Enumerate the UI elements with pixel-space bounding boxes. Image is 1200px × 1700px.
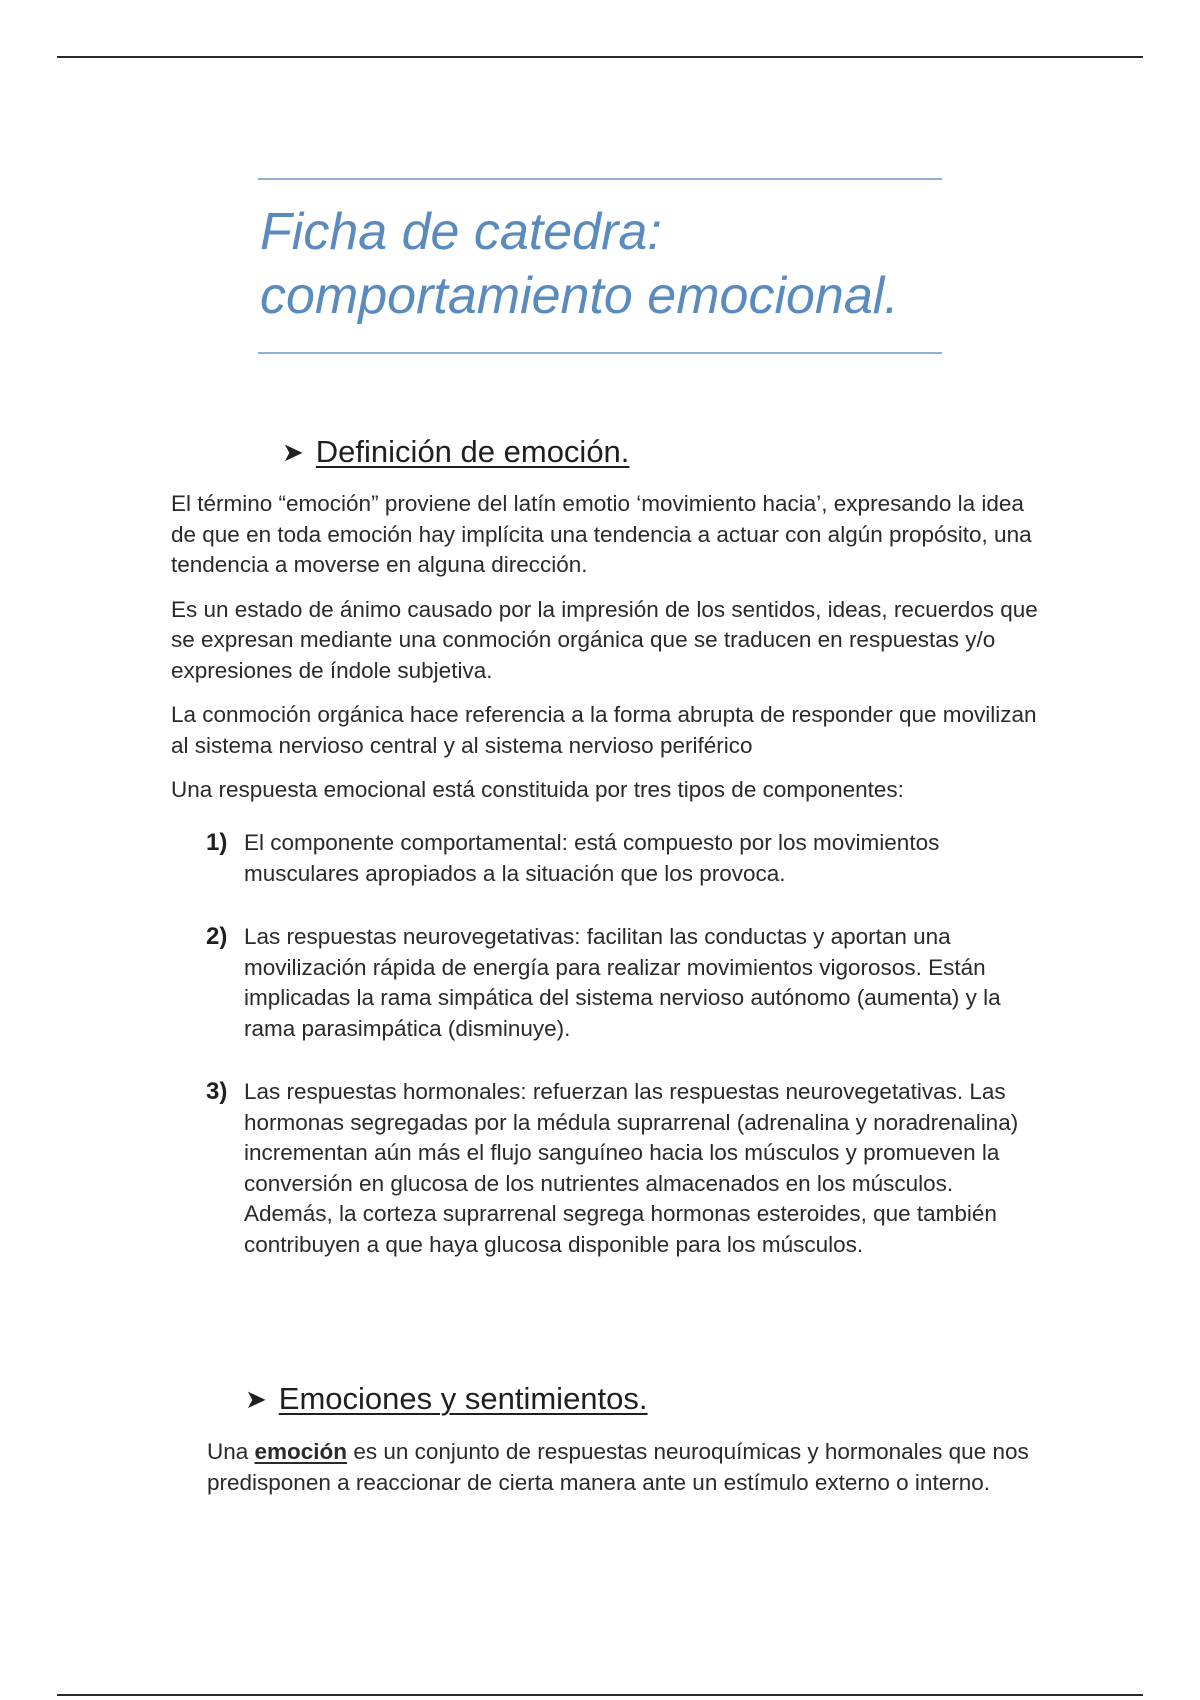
page-title [258, 180, 942, 352]
title-block [258, 178, 942, 354]
definition-paragraphs [171, 489, 1051, 820]
emotion-definition-paragraph [207, 1437, 1037, 1498]
section-heading-emociones [245, 1381, 648, 1417]
list-item [206, 922, 1036, 1044]
section-heading-text: Definición de emoción. [315, 434, 630, 469]
page-bottom-rule [57, 1694, 1143, 1696]
list-item-text: Las respuestas neurovegetativas: facilitan las conductas y aportan una movilización rápida de energía para realizar movimientos vigorosos. Están implicadas la rama simpática del sistema nervioso autónomo (aumenta) y la rama parasimpática (disminuye). [244, 924, 1001, 1041]
list-item-text: El componente comportamental: está compuesto por los movimientos musculares apropiados a la situación que los provoca. [244, 830, 940, 886]
list-item-number: 3) [206, 1078, 228, 1105]
title-line-2: comportamiento emocional. [260, 267, 899, 325]
paragraph: Es un estado de ánimo causado por la impresión de los sentidos, ideas, recuerdos que se expresan mediante una conmoción orgánica que se traducen en respuestas y/o expresiones de índole subjetiva. [171, 596, 1038, 683]
paragraph: La conmoción orgánica hace referencia a la forma abrupta de responder que movilizan al sistema nervioso central y al sistema nervioso periférico [171, 702, 1037, 758]
arrow-bullet-icon: ➤ [282, 436, 304, 467]
arrow-bullet-icon: ➤ [245, 1383, 267, 1414]
paragraph-prefix: Una [207, 1439, 255, 1464]
components-list [206, 828, 1036, 1293]
emphasis-term: emoción [254, 1439, 348, 1464]
page-top-rule [57, 56, 1143, 58]
list-item [206, 828, 1036, 889]
paragraph: Una respuesta emocional está constituida por tres tipos de componentes: [171, 777, 904, 802]
paragraph: El término “emoción” proviene del latín emotio ‘movimiento hacia’, expresando la idea de que en toda emoción hay implícita una tendencia a actuar con algún propósito, una tendencia a moverse en alguna dirección. [171, 491, 1032, 577]
list-item [206, 1077, 1036, 1260]
list-item-number: 1) [206, 829, 228, 856]
list-item-number: 2) [206, 923, 228, 950]
section-heading-definicion [282, 434, 629, 470]
title-bottom-line [258, 352, 942, 354]
section-heading-text: Emociones y sentimientos. [278, 1381, 648, 1416]
list-item-text: Las respuestas hormonales: refuerzan las respuestas neurovegetativas. Las hormonas segregadas por la médula suprarrenal (adrenalina y noradrenalina) incrementan aún más el flujo sanguíneo hacia los músculos y promueven la conversión en glucosa de los nutrientes almacenados en los músculos. Además, la corteza suprarrenal segrega hormonas esteroides, que también contribuyen a que haya glucosa disponible para los músculos. [244, 1079, 1019, 1257]
title-line-1: Ficha de catedra: [260, 203, 662, 261]
paragraph-rest: es un conjunto de respuestas neuroquímicas y hormonales que nos predisponen a reaccionar de cierta manera ante un estímulo externo o interno. [207, 1439, 1029, 1495]
